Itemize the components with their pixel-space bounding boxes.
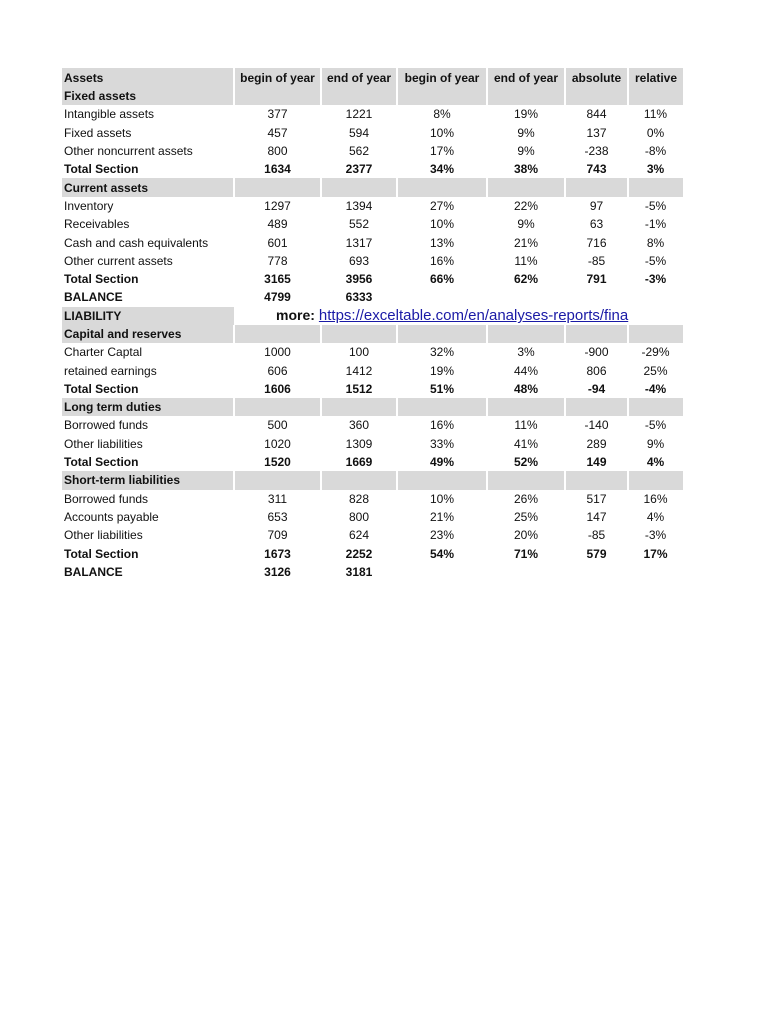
total-section-row [62,160,683,178]
assets-section-title: Current assets [62,178,234,196]
table-row [62,142,683,160]
section-header-empty-cell [628,471,683,489]
row-value: 3% [646,162,665,177]
row-value: 9% [517,144,535,159]
section-header-row [62,471,683,489]
row-value: 9% [646,436,665,451]
row-value: -1% [644,217,667,232]
liability-label: LIABILITY [62,307,234,325]
total-section-row [62,380,683,398]
row-value: 2252 [345,546,373,561]
row-value: -5% [644,198,667,213]
section-header-empty-cell [628,325,683,343]
row-value: -29% [641,345,670,360]
section-header-empty-cell [234,325,321,343]
row-value: -3% [644,528,667,543]
more-link[interactable]: https://exceltable.com/en/analyses-reports/fina [318,307,629,325]
row-value: 21% [513,235,539,250]
row-value: 19% [429,363,455,378]
row-value: 52% [513,455,539,470]
row-value: 377 [267,107,288,122]
table-body [62,68,683,581]
row-value: 16% [643,491,668,506]
section-header-empty-cell [397,325,487,343]
row-value: -85 [587,528,606,543]
row-label: Borrowed funds [64,491,149,506]
header-end-year: end of year [321,68,397,87]
row-value: 3165 [264,272,291,287]
row-value: -900 [584,345,609,360]
row-label: Cash and cash equivalents [64,235,209,250]
row-value: 500 [267,418,288,433]
row-value: 44% [513,363,539,378]
header-row [62,68,683,87]
table-row [62,252,683,270]
row-value: 41% [513,436,539,451]
row-value: 1221 [345,107,373,122]
row-value: -3% [644,272,667,287]
row-value: 693 [348,253,370,268]
section-header-row [62,178,683,196]
section-header-empty-cell [565,471,628,489]
row-value: 38% [513,162,539,177]
row-value: -140 [584,418,609,433]
row-label: Fixed assets [64,125,132,140]
row-value: -5% [644,418,667,433]
section-header-empty-cell [321,87,397,105]
row-value: 1297 [264,198,291,213]
row-value: 21% [429,509,455,524]
section-header-empty-cell [234,471,321,489]
row-value: -238 [584,144,609,159]
liability-section-title: Short-term liabilities [62,471,234,489]
row-label: Intangible assets [64,107,155,122]
row-label: Total Section [64,546,139,561]
row-value: 552 [348,217,370,232]
section-header-empty-cell [565,87,628,105]
row-value: 1020 [264,436,291,451]
row-label: Other liabilities [64,528,143,543]
section-header-row [62,325,683,343]
row-value: 594 [348,125,370,140]
table-row [62,197,683,215]
row-label: Total Section [64,162,139,177]
table-row [62,233,683,251]
row-label: Receivables [64,217,130,232]
row-value: 1317 [345,235,373,250]
row-value: 4% [646,509,665,524]
balance-empty-cell [628,288,683,306]
row-value: 51% [429,381,455,396]
header-end-year-share: end of year [487,68,565,87]
row-value: 709 [267,528,288,543]
section-header-empty-cell [397,471,487,489]
row-value: 360 [348,418,370,433]
section-header-row [62,398,683,416]
row-value: 624 [348,528,370,543]
row-value: 54% [429,546,455,561]
balance-empty-cell [565,563,628,581]
row-value: 1394 [345,198,373,213]
row-label: Total Section [64,272,139,287]
header-begin-year-share: begin of year [397,68,487,87]
section-header-empty-cell [397,87,487,105]
row-value: 1520 [264,455,291,470]
section-header-empty-cell [628,178,683,196]
row-value: 100 [348,345,370,360]
table-row [62,361,683,379]
section-header-empty-cell [321,471,397,489]
row-label: Other liabilities [64,436,143,451]
row-value: 8% [646,235,665,250]
row-value: 49% [429,455,455,470]
row-value: 17% [429,144,455,159]
header-relative: relative [628,68,683,87]
table-row [62,105,683,123]
section-header-empty-cell [397,398,487,416]
section-header-empty-cell [321,178,397,196]
liability-balance-row [62,563,683,581]
section-header-empty-cell [565,325,628,343]
section-header-empty-cell [321,398,397,416]
row-value: 1309 [345,436,373,451]
row-value: 0% [646,125,665,140]
section-header-empty-cell [628,398,683,416]
row-value: 63 [589,217,604,232]
row-value: -5% [644,253,667,268]
row-value: 800 [267,144,288,159]
table-row [62,508,683,526]
row-value: 828 [348,491,370,506]
row-value: 1669 [345,455,373,470]
row-value: 32% [429,345,455,360]
row-value: -4% [644,381,667,396]
section-header-empty-cell [321,325,397,343]
header-absolute: absolute [565,68,628,87]
row-label: Other current assets [64,253,173,268]
total-section-row [62,544,683,562]
balance-end-value: 3181 [345,564,373,579]
section-header-empty-cell [234,398,321,416]
row-value: 137 [586,125,607,140]
total-section-row [62,270,683,288]
table-row [62,526,683,544]
row-value: 16% [429,253,455,268]
table-row [62,490,683,508]
section-header-empty-cell [487,398,565,416]
row-value: 23% [429,528,455,543]
row-value: 25% [513,509,539,524]
row-label: Total Section [64,381,139,396]
balance-end-value: 6333 [345,290,373,305]
balance-begin-value: 3126 [264,564,291,579]
row-label: retained earnings [64,363,157,378]
row-value: 1512 [345,381,373,396]
row-value: 4% [646,455,665,470]
row-value: -94 [587,381,606,396]
row-value: 8% [433,107,451,122]
row-value: 11% [514,418,538,433]
balance-sheet [62,68,683,581]
row-label: Other noncurrent assets [64,144,193,159]
section-header-empty-cell [487,87,565,105]
row-value: 791 [586,272,607,287]
assets-balance-row [62,288,683,306]
more-cell [234,307,683,325]
row-value: 778 [267,253,288,268]
row-value: 2377 [345,162,373,177]
row-value: 517 [586,491,607,506]
row-value: 579 [586,546,607,561]
table-row [62,435,683,453]
row-value: 19% [513,107,539,122]
row-value: 27% [429,198,455,213]
row-value: 13% [429,235,455,250]
row-value: 1000 [264,345,291,360]
row-value: 653 [267,509,288,524]
row-value: 11% [514,253,538,268]
balance-empty-cell [397,563,487,581]
row-value: 48% [513,381,539,396]
balance-label: BALANCE [64,290,123,305]
row-value: 606 [267,363,288,378]
header-assets-label: Assets [62,68,234,87]
balance-empty-cell [487,288,565,306]
row-value: 9% [517,125,535,140]
row-label: Charter Captal [64,345,143,360]
header-begin-year: begin of year [234,68,321,87]
row-value: 9% [517,217,535,232]
row-value: 66% [429,272,455,287]
row-value: -85 [587,253,606,268]
balance-empty-cell [565,288,628,306]
row-value: 743 [586,162,607,177]
row-value: -8% [644,144,667,159]
balance-begin-value: 4799 [264,290,291,305]
section-header-empty-cell [565,398,628,416]
row-value: 289 [586,436,607,451]
section-header-empty-cell [397,178,487,196]
row-value: 457 [267,125,288,140]
section-header-empty-cell [234,178,321,196]
section-header-empty-cell [234,87,321,105]
row-value: 62% [513,272,539,287]
liability-row [62,307,683,325]
more-label: more: [276,307,315,324]
row-value: 20% [513,528,539,543]
row-value: 3% [517,345,535,360]
row-value: 716 [586,235,607,250]
row-label: Accounts payable [64,509,159,524]
section-header-empty-cell [487,178,565,196]
row-value: 1634 [264,162,291,177]
row-label: Inventory [64,198,114,213]
liability-section-title: Capital and reserves [62,325,234,343]
row-value: 97 [589,198,604,213]
row-value: 1606 [264,381,291,396]
liability-section-title: Long term duties [62,398,234,416]
row-value: 71% [513,546,539,561]
balance-table [62,68,683,581]
row-value: 3956 [345,272,373,287]
total-section-row [62,453,683,471]
row-value: 147 [586,509,607,524]
row-value: 17% [643,546,668,561]
row-value: 1673 [264,546,291,561]
row-value: 10% [429,125,455,140]
row-value: 25% [643,363,668,378]
row-value: 10% [429,217,455,232]
row-value: 10% [429,491,455,506]
row-label: Total Section [64,455,139,470]
row-value: 22% [513,198,539,213]
row-value: 601 [267,235,288,250]
table-row [62,343,683,361]
row-value: 149 [586,455,607,470]
table-row [62,416,683,434]
table-row [62,124,683,142]
section-header-empty-cell [565,178,628,196]
section-header-row [62,87,683,105]
row-value: 806 [586,363,607,378]
balance-empty-cell [487,563,565,581]
row-value: 16% [429,418,455,433]
row-value: 1412 [345,363,373,378]
row-value: 26% [513,491,539,506]
row-value: 34% [429,162,455,177]
row-value: 844 [586,107,607,122]
row-value: 33% [429,436,455,451]
row-value: 489 [267,217,288,232]
row-value: 311 [267,491,288,506]
section-header-empty-cell [628,87,683,105]
row-value: 800 [348,509,370,524]
section-header-empty-cell [487,471,565,489]
assets-section-title: Fixed assets [62,87,234,105]
row-label: Borrowed funds [64,418,149,433]
section-header-empty-cell [487,325,565,343]
balance-empty-cell [397,288,487,306]
row-value: 11% [643,107,668,122]
balance-label: BALANCE [64,564,123,579]
table-row [62,215,683,233]
row-value: 562 [348,144,370,159]
balance-empty-cell [628,563,683,581]
